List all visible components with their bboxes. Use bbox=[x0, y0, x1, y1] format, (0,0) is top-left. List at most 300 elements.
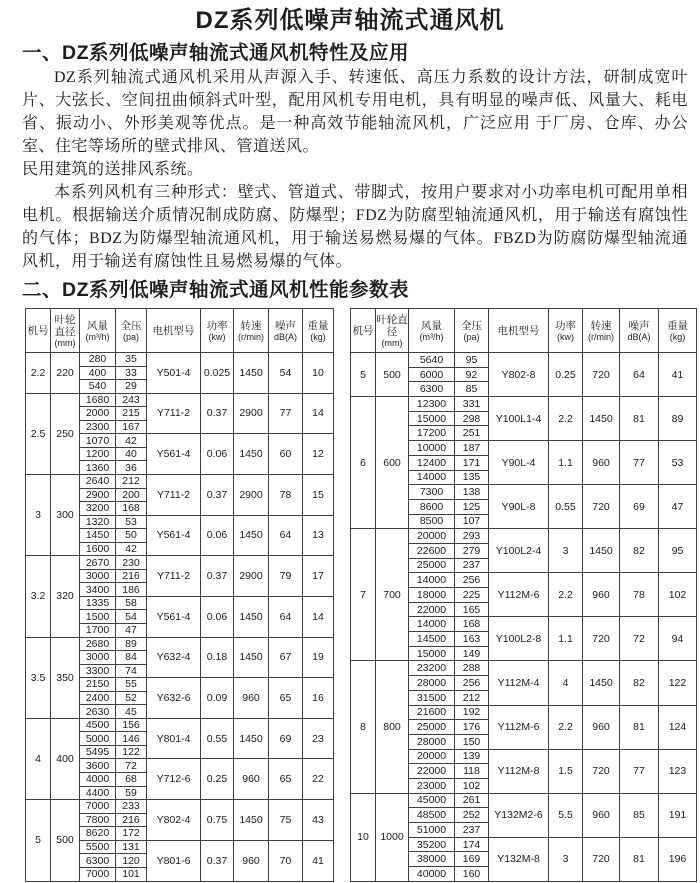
cell-total-pressure: 187 bbox=[455, 441, 489, 456]
col-header-motor-model: 电机型号 bbox=[489, 309, 549, 353]
cell-impeller-diameter: 1000 bbox=[376, 793, 409, 881]
cell-noise: 67 bbox=[269, 637, 303, 678]
cell-air-flow: 400 bbox=[80, 366, 116, 380]
cell-air-flow: 2000 bbox=[80, 407, 116, 421]
data-row bbox=[351, 397, 697, 412]
data-row bbox=[26, 718, 334, 732]
cell-total-pressure: 243 bbox=[116, 393, 147, 407]
cell-power: 0.25 bbox=[549, 353, 583, 397]
cell-motor-model: Y561-4 bbox=[147, 596, 201, 637]
cell-motor-model: Y712-6 bbox=[147, 759, 201, 800]
cell-total-pressure: 212 bbox=[116, 474, 147, 488]
cell-air-flow: 7000 bbox=[80, 800, 116, 814]
cell-total-pressure: 163 bbox=[455, 632, 489, 647]
cell-air-flow: 45000 bbox=[409, 793, 455, 808]
cell-motor-model: Y801-6 bbox=[147, 840, 201, 881]
data-row bbox=[351, 529, 697, 544]
cell-total-pressure: 252 bbox=[455, 808, 489, 823]
cell-total-pressure: 54 bbox=[116, 610, 147, 624]
cell-fan-model: 5 bbox=[26, 800, 51, 882]
cell-total-pressure: 233 bbox=[116, 800, 147, 814]
cell-total-pressure: 40 bbox=[116, 447, 147, 461]
cell-noise: 82 bbox=[620, 661, 659, 705]
cell-power: 0.06 bbox=[201, 515, 234, 556]
cell-motor-model: Y801-4 bbox=[147, 718, 201, 759]
cell-power: 1.1 bbox=[549, 441, 583, 485]
cell-air-flow: 3200 bbox=[80, 502, 116, 516]
cell-air-flow: 5500 bbox=[80, 840, 116, 854]
cell-air-flow: 15000 bbox=[409, 411, 455, 426]
cell-total-pressure: 176 bbox=[455, 720, 489, 735]
cell-total-pressure: 84 bbox=[116, 651, 147, 665]
cell-total-pressure: 29 bbox=[116, 380, 147, 394]
col-header-impeller-diameter: 叶轮直径 (mm) bbox=[376, 309, 409, 353]
cell-air-flow: 2670 bbox=[80, 556, 116, 570]
cell-weight: 41 bbox=[303, 840, 334, 881]
cell-air-flow: 1680 bbox=[80, 393, 116, 407]
cell-power: 3 bbox=[549, 529, 583, 573]
cell-total-pressure: 33 bbox=[116, 366, 147, 380]
data-row bbox=[26, 353, 334, 367]
cell-power: 1.5 bbox=[549, 749, 583, 793]
cell-power: 0.37 bbox=[201, 556, 234, 597]
cell-air-flow: 48500 bbox=[409, 808, 455, 823]
section1-heading: 一、DZ系列低噪声轴流式通风机特性及应用 bbox=[22, 42, 409, 64]
cell-air-flow: 2400 bbox=[80, 691, 116, 705]
cell-total-pressure: 107 bbox=[455, 514, 489, 529]
cell-total-pressure: 138 bbox=[455, 485, 489, 500]
header-row bbox=[351, 309, 697, 353]
cell-air-flow: 3000 bbox=[80, 569, 116, 583]
cell-total-pressure: 279 bbox=[455, 543, 489, 558]
cell-weight: 41 bbox=[659, 353, 697, 397]
cell-air-flow: 2900 bbox=[80, 488, 116, 502]
cell-total-pressure: 131 bbox=[116, 840, 147, 854]
cell-air-flow: 2640 bbox=[80, 474, 116, 488]
cell-air-flow: 4000 bbox=[80, 772, 116, 786]
cell-total-pressure: 120 bbox=[116, 854, 147, 868]
cell-noise: 78 bbox=[620, 573, 659, 617]
cell-motor-model: Y632-6 bbox=[147, 678, 201, 719]
cell-air-flow: 15000 bbox=[409, 646, 455, 661]
cell-noise: 54 bbox=[269, 353, 303, 394]
cell-air-flow: 7800 bbox=[80, 813, 116, 827]
cell-power: 4 bbox=[549, 661, 583, 705]
cell-fan-model: 2.2 bbox=[26, 353, 51, 394]
cell-speed: 2900 bbox=[234, 556, 269, 597]
cell-speed: 1450 bbox=[234, 637, 269, 678]
cell-weight: 122 bbox=[659, 661, 697, 705]
cell-fan-model: 7 bbox=[351, 529, 376, 661]
cell-speed: 960 bbox=[234, 759, 269, 800]
cell-air-flow: 4500 bbox=[80, 718, 116, 732]
cell-noise: 72 bbox=[620, 617, 659, 661]
cell-air-flow: 28000 bbox=[409, 734, 455, 749]
cell-speed: 1450 bbox=[234, 596, 269, 637]
cell-impeller-diameter: 300 bbox=[51, 474, 80, 555]
cell-speed: 720 bbox=[583, 617, 620, 661]
cell-fan-model: 5 bbox=[351, 353, 376, 397]
cell-noise: 79 bbox=[269, 556, 303, 597]
cell-total-pressure: 50 bbox=[116, 529, 147, 543]
cell-impeller-diameter: 600 bbox=[376, 397, 409, 529]
cell-noise: 75 bbox=[269, 800, 303, 841]
cell-total-pressure: 55 bbox=[116, 678, 147, 692]
cell-total-pressure: 101 bbox=[116, 867, 147, 881]
performance-tables bbox=[25, 308, 700, 882]
cell-total-pressure: 35 bbox=[116, 353, 147, 367]
cell-total-pressure: 174 bbox=[455, 837, 489, 852]
cell-weight: 15 bbox=[303, 474, 334, 515]
cell-speed: 720 bbox=[583, 353, 620, 397]
cell-air-flow: 38000 bbox=[409, 852, 455, 867]
cell-weight: 43 bbox=[303, 800, 334, 841]
cell-weight: 53 bbox=[659, 441, 697, 485]
cell-weight: 19 bbox=[303, 637, 334, 678]
cell-total-pressure: 58 bbox=[116, 596, 147, 610]
col-header-motor-model: 电机型号 bbox=[147, 309, 201, 353]
cell-speed: 960 bbox=[234, 678, 269, 719]
cell-motor-model: Y112M-6 bbox=[489, 573, 549, 617]
cell-noise: 81 bbox=[620, 397, 659, 441]
cell-noise: 81 bbox=[620, 837, 659, 881]
cell-total-pressure: 230 bbox=[116, 556, 147, 570]
col-header-total-pressure: 全压 (pa) bbox=[116, 309, 147, 353]
col-header-speed: 转速 (r/min) bbox=[583, 309, 620, 353]
cell-air-flow: 1600 bbox=[80, 542, 116, 556]
cell-total-pressure: 53 bbox=[116, 515, 147, 529]
cell-power: 2.2 bbox=[549, 573, 583, 617]
cell-weight: 16 bbox=[303, 678, 334, 719]
cell-motor-model: Y561-4 bbox=[147, 515, 201, 556]
cell-weight: 13 bbox=[303, 515, 334, 556]
cell-air-flow: 2300 bbox=[80, 420, 116, 434]
cell-noise: 82 bbox=[620, 529, 659, 573]
cell-motor-model: Y90L-8 bbox=[489, 485, 549, 529]
cell-weight: 12 bbox=[303, 434, 334, 475]
cell-air-flow: 3400 bbox=[80, 583, 116, 597]
cell-air-flow: 6300 bbox=[80, 854, 116, 868]
cell-total-pressure: 102 bbox=[455, 778, 489, 793]
cell-weight: 123 bbox=[659, 749, 697, 793]
section2-heading: 二、DZ系列低噪声轴流式通风机性能参数表 bbox=[22, 279, 409, 301]
cell-weight: 47 bbox=[659, 485, 697, 529]
cell-total-pressure: 160 bbox=[455, 867, 489, 882]
cell-air-flow: 8600 bbox=[409, 499, 455, 514]
cell-air-flow: 1200 bbox=[80, 447, 116, 461]
cell-air-flow: 1070 bbox=[80, 434, 116, 448]
cell-motor-model: Y561-4 bbox=[147, 434, 201, 475]
cell-air-flow: 40000 bbox=[409, 867, 455, 882]
cell-weight: 10 bbox=[303, 353, 334, 394]
cell-weight: 22 bbox=[303, 759, 334, 800]
cell-power: 2.2 bbox=[549, 705, 583, 749]
cell-air-flow: 22000 bbox=[409, 602, 455, 617]
cell-noise: 85 bbox=[620, 793, 659, 837]
cell-speed: 2900 bbox=[234, 474, 269, 515]
cell-fan-model: 3.5 bbox=[26, 637, 51, 718]
col-header-noise: 噪声 dB(A) bbox=[620, 309, 659, 353]
cell-air-flow: 540 bbox=[80, 380, 116, 394]
cell-air-flow: 10000 bbox=[409, 441, 455, 456]
cell-motor-model: Y501-4 bbox=[147, 353, 201, 394]
cell-total-pressure: 168 bbox=[116, 502, 147, 516]
cell-air-flow: 5495 bbox=[80, 745, 116, 759]
cell-total-pressure: 212 bbox=[455, 690, 489, 705]
cell-air-flow: 14000 bbox=[409, 573, 455, 588]
header-row bbox=[26, 309, 334, 353]
col-header-power: 功率 (kw) bbox=[549, 309, 583, 353]
cell-impeller-diameter: 500 bbox=[51, 800, 80, 882]
cell-motor-model: Y632-4 bbox=[147, 637, 201, 678]
cell-weight: 23 bbox=[303, 718, 334, 759]
cell-air-flow: 6000 bbox=[409, 367, 455, 382]
cell-total-pressure: 125 bbox=[455, 499, 489, 514]
cell-speed: 720 bbox=[583, 485, 620, 529]
col-header-fan-model: 机号 bbox=[351, 309, 376, 353]
cell-air-flow: 5000 bbox=[80, 732, 116, 746]
cell-total-pressure: 167 bbox=[116, 420, 147, 434]
section1-paragraph-2: 本系列风机有三种形式：壁式、管道式、带脚式，按用户要求对小功率电机可配用单相电机。根据输送介质情况制成防腐、防爆型；FDZ为防腐型轴流通风机，用于输送有腐蚀性的气体；BDZ为防爆型轴流通风机，用于输送易燃易爆的气体。FBZD为防腐防爆型轴流通风机，用于输送有腐蚀性且易燃易爆的气体。 bbox=[22, 184, 688, 270]
cell-air-flow: 3600 bbox=[80, 759, 116, 773]
data-row bbox=[26, 556, 334, 570]
cell-air-flow: 25000 bbox=[409, 720, 455, 735]
cell-total-pressure: 186 bbox=[116, 583, 147, 597]
cell-total-pressure: 192 bbox=[455, 705, 489, 720]
cell-noise: 65 bbox=[269, 759, 303, 800]
cell-power: 0.37 bbox=[201, 840, 234, 881]
cell-motor-model: Y112M-4 bbox=[489, 661, 549, 705]
cell-power: 2.2 bbox=[549, 397, 583, 441]
cell-air-flow: 12400 bbox=[409, 455, 455, 470]
cell-noise: 77 bbox=[620, 441, 659, 485]
cell-fan-model: 3 bbox=[26, 474, 51, 555]
cell-total-pressure: 92 bbox=[455, 367, 489, 382]
cell-impeller-diameter: 700 bbox=[376, 529, 409, 661]
cell-air-flow: 7000 bbox=[80, 867, 116, 881]
cell-motor-model: Y90L-4 bbox=[489, 441, 549, 485]
cell-speed: 1450 bbox=[234, 434, 269, 475]
cell-air-flow: 14500 bbox=[409, 632, 455, 647]
cell-fan-model: 8 bbox=[351, 661, 376, 793]
cell-air-flow: 1360 bbox=[80, 461, 116, 475]
cell-motor-model: Y711-2 bbox=[147, 474, 201, 515]
cell-total-pressure: 169 bbox=[455, 852, 489, 867]
cell-impeller-diameter: 800 bbox=[376, 661, 409, 793]
cell-total-pressure: 72 bbox=[116, 759, 147, 773]
col-header-air-flow: 风量 (m³/h) bbox=[80, 309, 116, 353]
page-title: DZ系列低噪声轴流式通风机 bbox=[195, 7, 505, 34]
cell-noise: 78 bbox=[269, 474, 303, 515]
cell-speed: 960 bbox=[583, 705, 620, 749]
cell-air-flow: 31500 bbox=[409, 690, 455, 705]
cell-power: 1.1 bbox=[549, 617, 583, 661]
cell-total-pressure: 59 bbox=[116, 786, 147, 800]
performance-table-left bbox=[25, 308, 334, 882]
cell-motor-model: Y711-2 bbox=[147, 556, 201, 597]
cell-total-pressure: 149 bbox=[455, 646, 489, 661]
cell-total-pressure: 261 bbox=[455, 793, 489, 808]
cell-speed: 1450 bbox=[234, 515, 269, 556]
cell-air-flow: 22000 bbox=[409, 764, 455, 779]
cell-speed: 2900 bbox=[234, 393, 269, 434]
cell-fan-model: 2.5 bbox=[26, 393, 51, 474]
cell-noise: 70 bbox=[269, 840, 303, 881]
col-header-weight: 重量 (kg) bbox=[303, 309, 334, 353]
cell-total-pressure: 165 bbox=[455, 602, 489, 617]
cell-air-flow: 14000 bbox=[409, 470, 455, 485]
cell-air-flow: 21600 bbox=[409, 705, 455, 720]
cell-motor-model: Y112M-8 bbox=[489, 749, 549, 793]
cell-total-pressure: 172 bbox=[116, 827, 147, 841]
cell-motor-model: Y100L2-4 bbox=[489, 529, 549, 573]
cell-impeller-diameter: 350 bbox=[51, 637, 80, 718]
cell-speed: 1450 bbox=[234, 353, 269, 394]
cell-power: 0.25 bbox=[201, 759, 234, 800]
data-row bbox=[351, 793, 697, 808]
cell-motor-model: Y802-4 bbox=[147, 800, 201, 841]
cell-fan-model: 10 bbox=[351, 793, 376, 881]
cell-total-pressure: 288 bbox=[455, 661, 489, 676]
cell-impeller-diameter: 250 bbox=[51, 393, 80, 474]
cell-power: 0.06 bbox=[201, 434, 234, 475]
cell-speed: 1450 bbox=[234, 718, 269, 759]
cell-weight: 14 bbox=[303, 596, 334, 637]
cell-total-pressure: 122 bbox=[116, 745, 147, 759]
cell-weight: 14 bbox=[303, 393, 334, 434]
cell-power: 5.5 bbox=[549, 793, 583, 837]
cell-air-flow: 2680 bbox=[80, 637, 116, 651]
section1-paragraph-1-continuation: 民用建筑的送排风系统。 bbox=[22, 161, 204, 178]
cell-total-pressure: 200 bbox=[116, 488, 147, 502]
cell-air-flow: 1335 bbox=[80, 596, 116, 610]
cell-total-pressure: 237 bbox=[455, 558, 489, 573]
cell-total-pressure: 298 bbox=[455, 411, 489, 426]
cell-air-flow: 1450 bbox=[80, 529, 116, 543]
col-header-power: 功率 (kw) bbox=[201, 309, 234, 353]
cell-total-pressure: 146 bbox=[116, 732, 147, 746]
cell-air-flow: 51000 bbox=[409, 823, 455, 838]
cell-fan-model: 4 bbox=[26, 718, 51, 799]
cell-total-pressure: 52 bbox=[116, 691, 147, 705]
cell-speed: 720 bbox=[583, 837, 620, 881]
cell-total-pressure: 118 bbox=[455, 764, 489, 779]
cell-fan-model: 6 bbox=[351, 397, 376, 529]
cell-total-pressure: 156 bbox=[116, 718, 147, 732]
cell-air-flow: 20000 bbox=[409, 529, 455, 544]
cell-noise: 69 bbox=[620, 485, 659, 529]
cell-impeller-diameter: 400 bbox=[51, 718, 80, 799]
cell-total-pressure: 256 bbox=[455, 573, 489, 588]
cell-motor-model: Y132M2-6 bbox=[489, 793, 549, 837]
cell-weight: 95 bbox=[659, 529, 697, 573]
cell-weight: 94 bbox=[659, 617, 697, 661]
cell-noise: 64 bbox=[269, 515, 303, 556]
cell-total-pressure: 150 bbox=[455, 734, 489, 749]
cell-air-flow: 2150 bbox=[80, 678, 116, 692]
cell-air-flow: 1700 bbox=[80, 623, 116, 637]
cell-total-pressure: 331 bbox=[455, 397, 489, 412]
cell-air-flow: 7300 bbox=[409, 485, 455, 500]
cell-noise: 65 bbox=[269, 678, 303, 719]
cell-air-flow: 4400 bbox=[80, 786, 116, 800]
cell-total-pressure: 216 bbox=[116, 569, 147, 583]
cell-air-flow: 2630 bbox=[80, 705, 116, 719]
cell-total-pressure: 215 bbox=[116, 407, 147, 421]
cell-total-pressure: 74 bbox=[116, 664, 147, 678]
cell-power: 0.55 bbox=[549, 485, 583, 529]
data-row bbox=[26, 474, 334, 488]
data-row bbox=[26, 637, 334, 651]
cell-speed: 960 bbox=[583, 793, 620, 837]
cell-total-pressure: 293 bbox=[455, 529, 489, 544]
cell-total-pressure: 168 bbox=[455, 617, 489, 632]
cell-air-flow: 8620 bbox=[80, 827, 116, 841]
cell-power: 0.37 bbox=[201, 393, 234, 434]
cell-air-flow: 22600 bbox=[409, 543, 455, 558]
cell-power: 0.55 bbox=[201, 718, 234, 759]
cell-total-pressure: 68 bbox=[116, 772, 147, 786]
cell-motor-model: Y802-8 bbox=[489, 353, 549, 397]
cell-power: 3 bbox=[549, 837, 583, 881]
cell-speed: 1450 bbox=[234, 800, 269, 841]
cell-noise: 60 bbox=[269, 434, 303, 475]
cell-air-flow: 35200 bbox=[409, 837, 455, 852]
cell-total-pressure: 85 bbox=[455, 382, 489, 397]
cell-speed: 960 bbox=[234, 840, 269, 881]
cell-noise: 77 bbox=[269, 393, 303, 434]
cell-power: 0.18 bbox=[201, 637, 234, 678]
cell-total-pressure: 42 bbox=[116, 542, 147, 556]
cell-impeller-diameter: 320 bbox=[51, 556, 80, 637]
cell-air-flow: 8500 bbox=[409, 514, 455, 529]
cell-power: 0.09 bbox=[201, 678, 234, 719]
cell-air-flow: 18000 bbox=[409, 588, 455, 603]
cell-speed: 1450 bbox=[583, 529, 620, 573]
cell-air-flow: 1320 bbox=[80, 515, 116, 529]
data-row bbox=[26, 393, 334, 407]
performance-table-right bbox=[350, 308, 697, 882]
cell-speed: 960 bbox=[583, 573, 620, 617]
cell-noise: 64 bbox=[269, 596, 303, 637]
cell-noise: 69 bbox=[269, 718, 303, 759]
cell-total-pressure: 47 bbox=[116, 623, 147, 637]
col-header-total-pressure: 全压 (pa) bbox=[455, 309, 489, 353]
cell-air-flow: 25000 bbox=[409, 558, 455, 573]
cell-weight: 191 bbox=[659, 793, 697, 837]
cell-power: 0.75 bbox=[201, 800, 234, 841]
cell-total-pressure: 95 bbox=[455, 353, 489, 368]
cell-impeller-diameter: 220 bbox=[51, 353, 80, 394]
cell-weight: 102 bbox=[659, 573, 697, 617]
col-header-impeller-diameter: 叶轮直径 (mm) bbox=[51, 309, 80, 353]
cell-total-pressure: 89 bbox=[116, 637, 147, 651]
cell-total-pressure: 225 bbox=[455, 588, 489, 603]
cell-motor-model: Y100L2-8 bbox=[489, 617, 549, 661]
cell-total-pressure: 42 bbox=[116, 434, 147, 448]
cell-impeller-diameter: 500 bbox=[376, 353, 409, 397]
cell-speed: 720 bbox=[583, 749, 620, 793]
cell-air-flow: 1500 bbox=[80, 610, 116, 624]
cell-weight: 89 bbox=[659, 397, 697, 441]
data-row bbox=[26, 800, 334, 814]
cell-speed: 1450 bbox=[583, 661, 620, 705]
cell-air-flow: 6300 bbox=[409, 382, 455, 397]
cell-motor-model: Y100L1-4 bbox=[489, 397, 549, 441]
cell-noise: 64 bbox=[620, 353, 659, 397]
data-row bbox=[351, 661, 697, 676]
cell-motor-model: Y711-2 bbox=[147, 393, 201, 434]
